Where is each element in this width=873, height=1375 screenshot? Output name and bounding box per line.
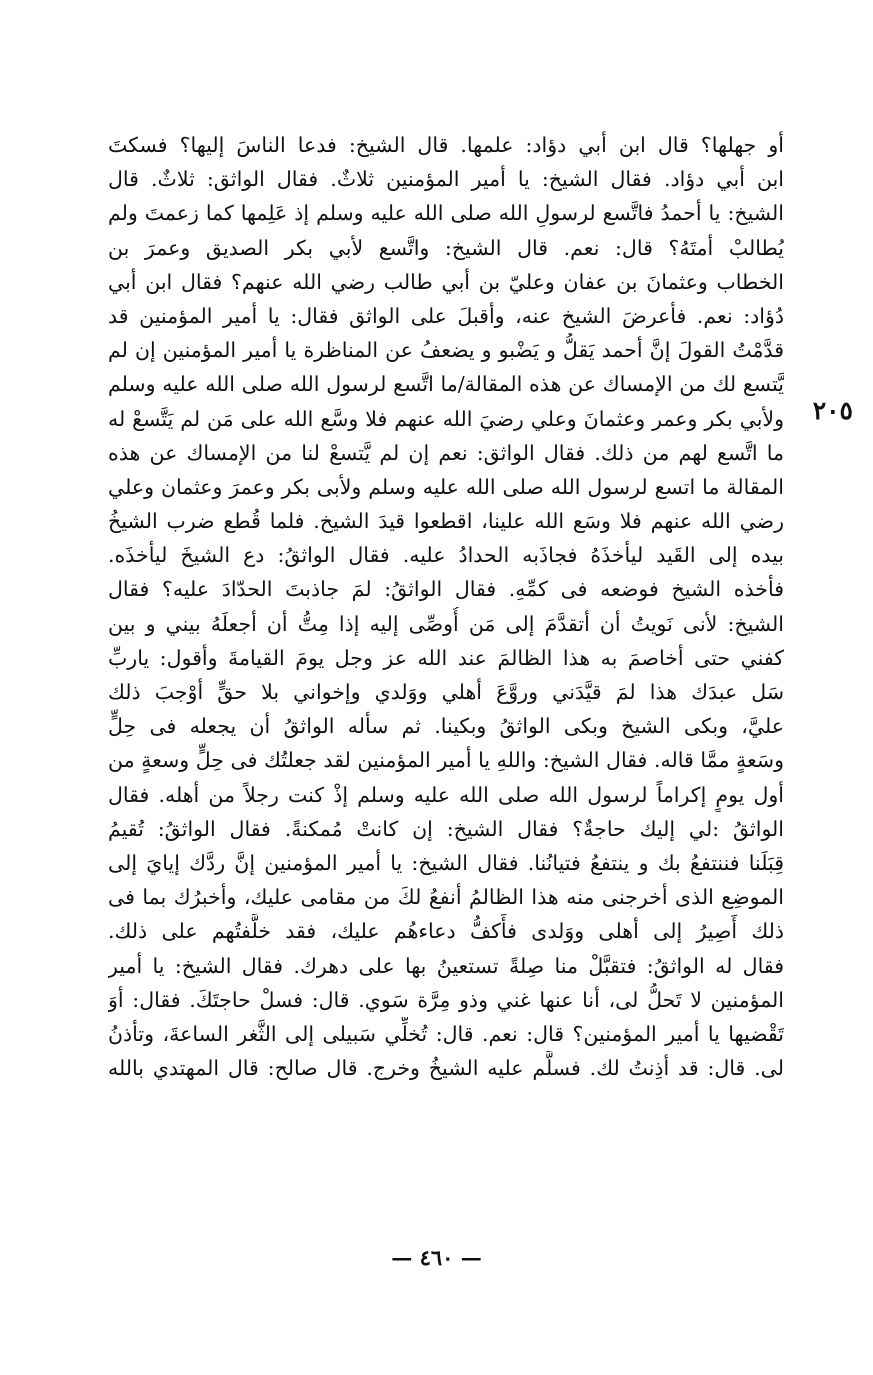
margin-folio-number: ٢٠٥: [812, 396, 853, 425]
text-line: المقالة ما اتسع لرسول الله صلى الله عليه وسلم ولأبى بكر وعمرَ وعثمان وعلي: [108, 474, 784, 499]
text-line: ابن أبي دؤاد. فقال الشيخ: يا أمير المؤمنين ثلاثٌ. فقال الواثق: ثلاثٌ. قال: [108, 167, 784, 192]
text-line: يَّتسع لك من الإمساك عن هذه المقالة/ما اتَّسع لرسول الله صلى الله عليه وسلم: [108, 372, 784, 397]
text-line: ولأبي بكر وعمر وعثمانَ وعلي رضيَ الله عنهم فلا وسَّع الله على مَن لم يَتَّسعْ له: [108, 406, 784, 431]
text-line: الشيخ: يا أحمدُ فاتَّسع لرسولِ الله صلى الله عليه وسلم إذ عَلِمها كما زعمتَ ولم: [108, 201, 784, 226]
page-number: [0, 1245, 873, 1270]
text-line: سَل عبدَك هذا لمَ قيَّدَني وروَّعَ أهلي ووَلدي وإخواني بلا حقٍّ أوْجبَ ذلك: [108, 680, 784, 704]
text-line: قِبَلَنا فننتفعُ بك و ينتفعُ فتيانُنا. فقال الشيخ: يا أمير المؤمنين إنَّ ردَّك إيايَ إلى: [108, 850, 784, 875]
text-line: الموضِع الذى أخرجنى منه هذا الظالمُ أنفعُ لكَ من مقامى عليك، وأخبرُك بما فى: [108, 885, 784, 910]
text-line: يُطالبْ أمتَهُ؟ قال: نعم. قال الشيخ: واتَّسع لأبي بكر الصديق وعمرَ بن: [108, 235, 784, 260]
text-line: بيده إلى القَيد ليأخذَهُ فجاذَبه الحدادُ عليه. فقال الواثقُ: دع الشيخَ ليأخذَه.: [108, 543, 784, 568]
text-line: أو جهلها؟ قال ابن أبي دؤاد: علمها. قال الشيخ: فدعا الناسَ إليها؟ فسكتَ: [108, 133, 784, 157]
body-text: [108, 128, 784, 1085]
text-line: الواثقُ :لي إليك حاجةٌ؟ فقال الشيخ: إن كانتْ مُمكنةً. فقال الواثقُ: تُقيمُ: [108, 816, 784, 841]
text-line: فأخذه الشيخ فوضعه فى كمِّهِ. فقال الواثقُ: لمَ جاذبتَ الحدّادَ عليه؟ فقال: [108, 577, 784, 602]
text-line: عليَّ، وبكى الشيخ وبكى الواثقُ وبكينا. ثم سأله الواثقُ أن يجعله فى حِلٍّ: [108, 714, 784, 739]
text-line: فقال له الواثقُ: فتقبَّلْ منا صِلةً تستعينُ بها على دهرك. فقال الشيخ: يا أمير: [108, 953, 784, 978]
text-line: وسَعةٍ ممَّا قاله. فقال الشيخ: واللهِ يا أمير المؤمنين لقد جعلتُك فى حِلٍّ وسعةٍ من: [108, 748, 784, 773]
page-number-text: — ٤٦٠ —: [391, 1245, 482, 1270]
text-line: ذلك أَصِيرُ إلى أهلى ووَلدى فأَكفُّ دعاءهُم عليك، فقد خلَّفتُهم على ذلك.: [108, 919, 784, 944]
text-line: الخطاب وعثمانَ بن عفان وعليّ بن أبي طالب رضي الله عنهم؟ فقال ابن أبي: [108, 269, 784, 294]
text-line: كفني حتى أخاصمَ به هذا الظالمَ عند الله عز وجل يومَ القيامةَ وأقول: ياربِّ: [108, 645, 784, 670]
text-line: ما اتَّسع لهم من ذلك. فقال الواثق: نعم إن لم يَّتسعْ لنا من الإمساك عن هذه: [108, 440, 784, 465]
text-line: الشيخ: لأنى نَويتُ أن أتقدَّمَ إلى مَن أُوصِّى إليه إذا مِتُّ أن أجعلَهُ بيني و بين: [108, 611, 784, 636]
text-line: رضي الله عنهم فلا وسَع الله علينا، اقطعوا قيدَ الشيخ. فلما قُطع ضرب الشيخُ: [108, 509, 784, 534]
text-line: لى. قال: قد أذِنتُ لك. فسلَّم عليه الشيخُ وخرج. قال صالح: قال المهتدي بالله: [108, 1056, 784, 1081]
text-line: قدَّمْتُ القولَ إنَّ أحمد يَقلُّ و يَضْبو و يضعفُ عن المناظرة يا أمير المؤمنين إن لم: [108, 338, 784, 363]
text-line: تَقْضيها يا أمير المؤمنين؟ قال: نعم. قال: تُخلِّي سَبيلى إلى الثَّغر الساعةَ، وتأذنُ: [108, 1021, 784, 1046]
text-line: دُؤاد: نعم. فأعرضَ الشيخ عنه، وأقبلَ على الواثق فقال: يا أمير المؤمنين قد: [108, 303, 784, 328]
text-line: المؤمنين لا تَحلُّ لى، أنا عنها غني وذو مِرَّة سَوي. قال: فسلْ حاجتَكَ. فقال: أوَ: [108, 987, 784, 1012]
text-line: أول يومٍ إكراماً لرسول الله صلى الله عليه وسلم إذْ كنت رجلاً من أهله. فقال: [108, 782, 784, 807]
